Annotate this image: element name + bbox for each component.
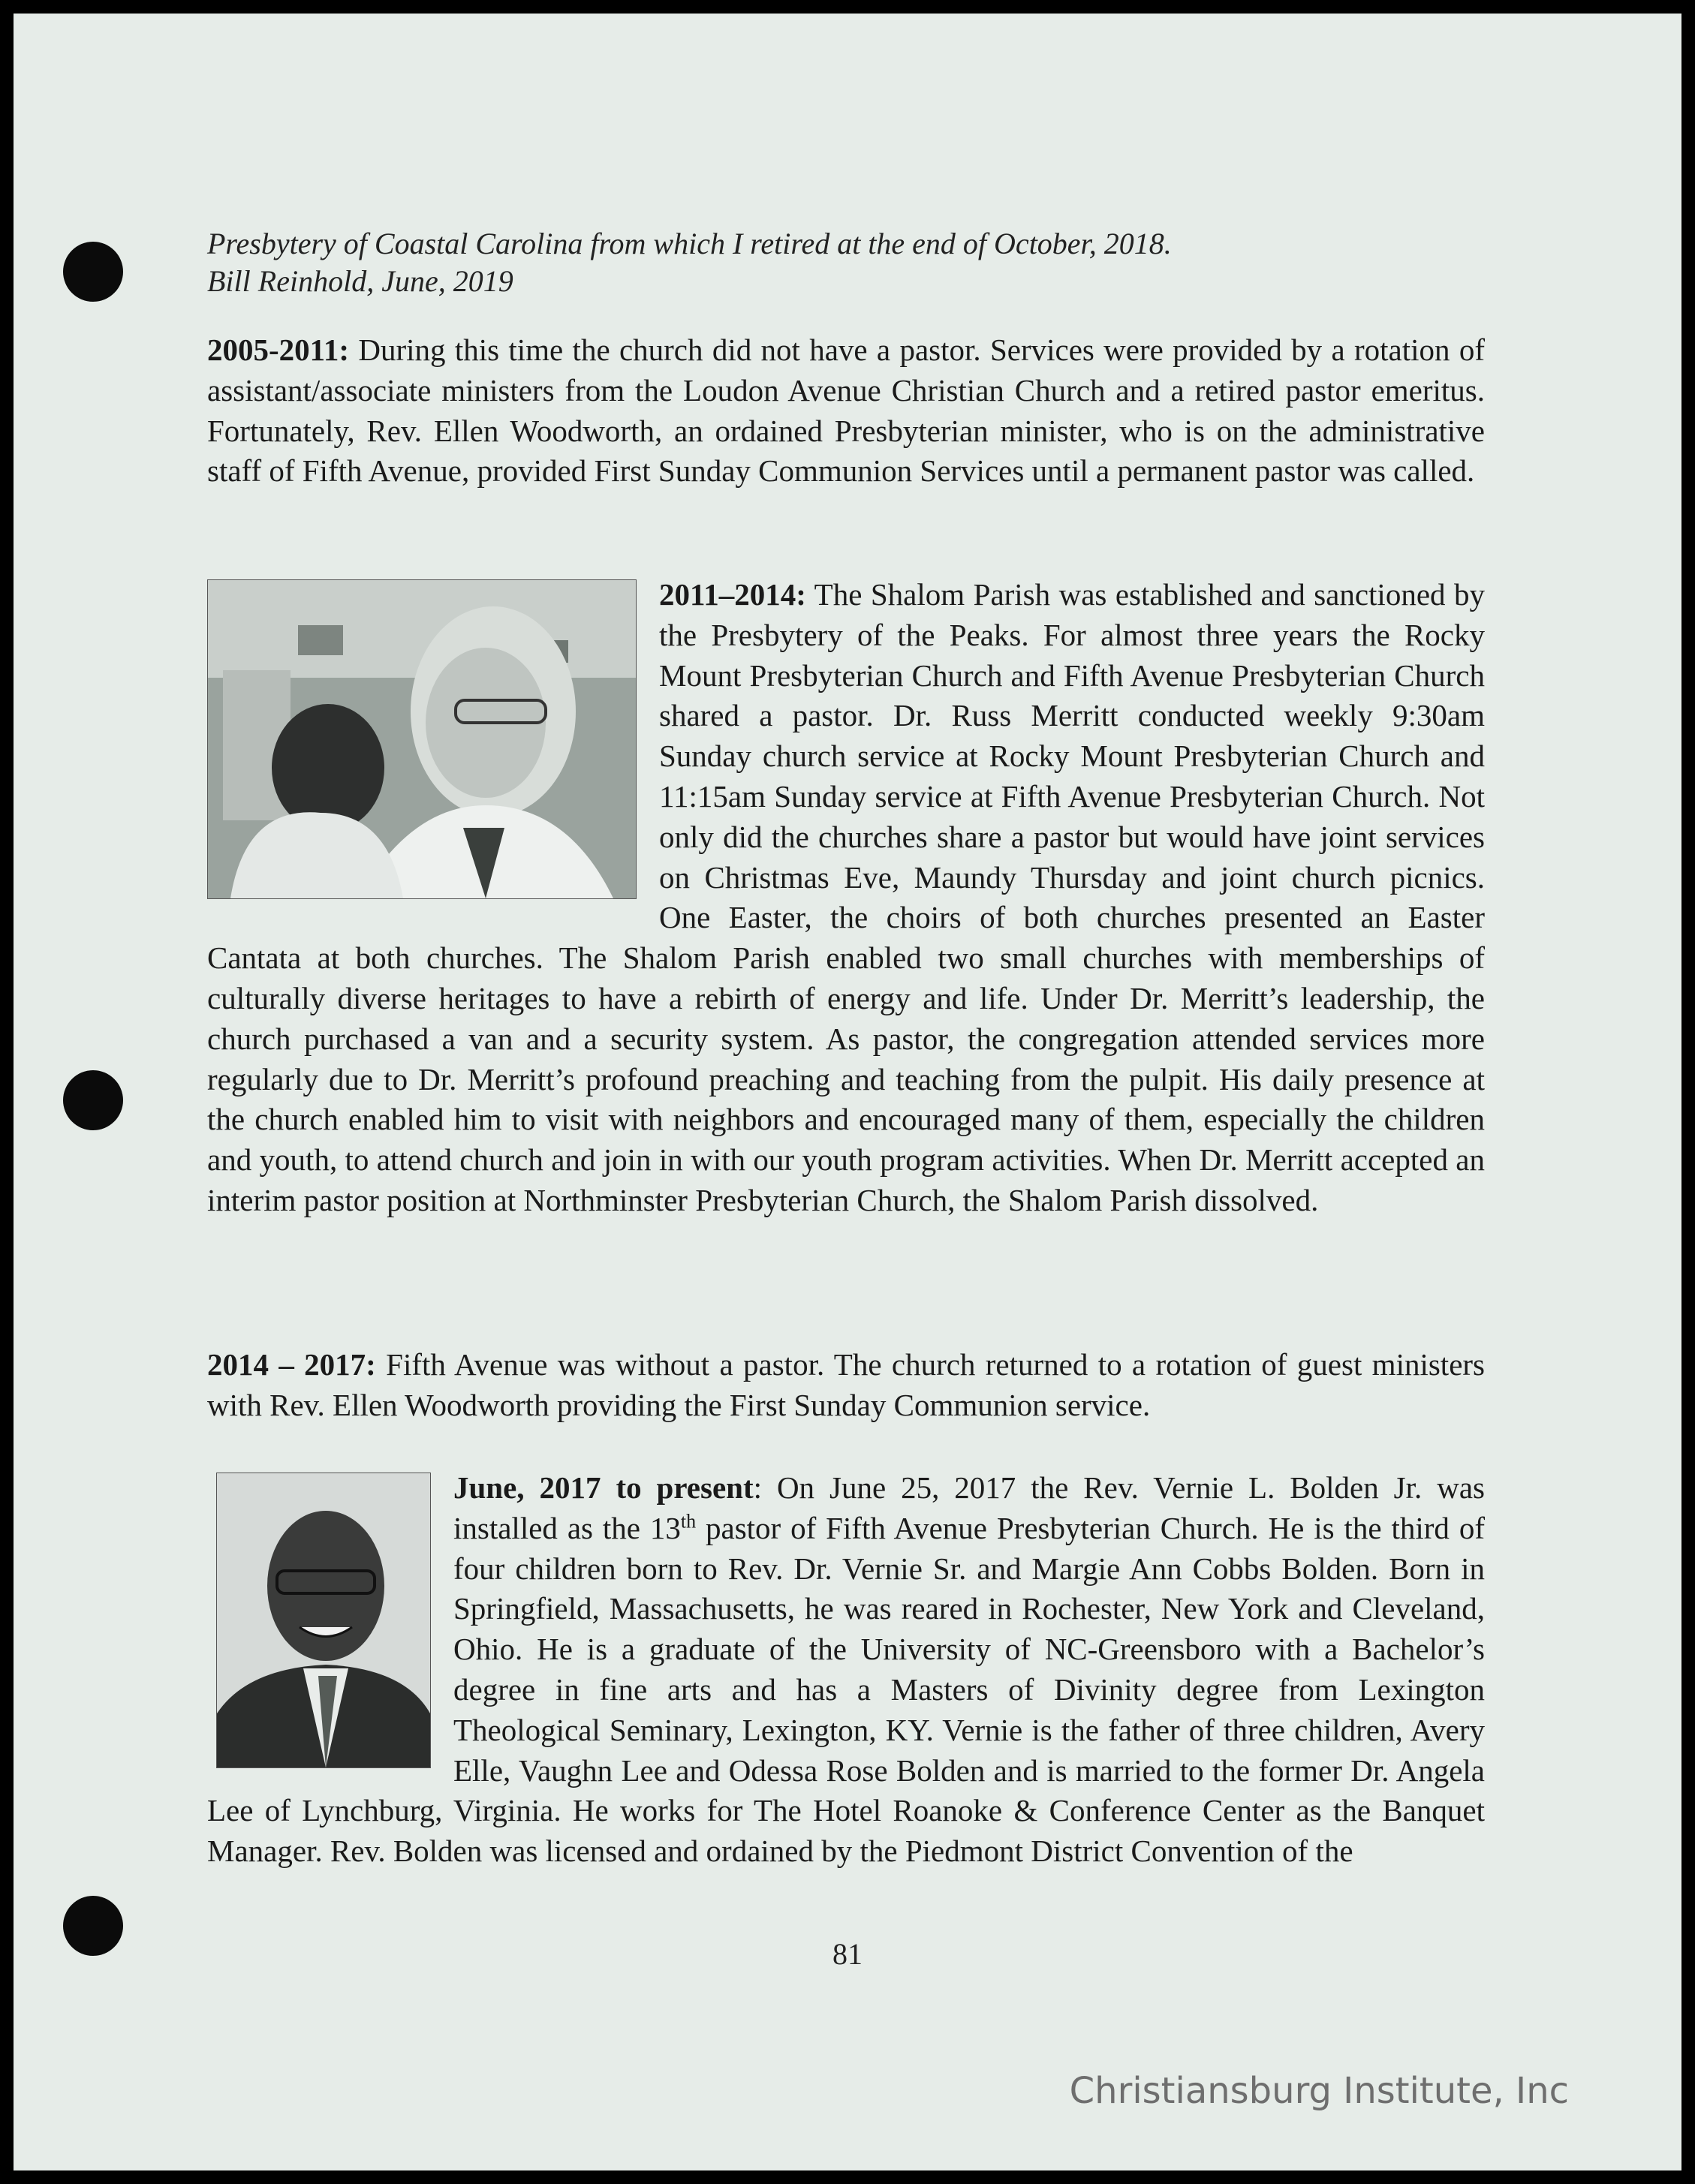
section-heading: 2014 – 2017: (207, 1347, 376, 1382)
section-text-part-2: pastor of Fifth Avenue Presbyterian Church. He is the third of four children born to Rev. Dr. Vernie Sr. and Margie Ann Cobbs Bolden. Born in Springfield, Massachusetts, he was reared in Rochester, New York and Cleveland, Ohio. He is a graduate of the University of NC-Greensboro with a Bachelor’s degree in fine arts and has a Masters of Divinity degree from Lexington Theological Seminary, Lexington, KY. Vernie is the father of three children, Avery Elle, Vaughn Lee and Odessa Rose Bolden and is married to the former Dr. Angela Lee of Lynchburg, Virginia. He works for The Hotel Roanoke & Conference Center as the Banquet Manager. Rev. Bolden was licensed and ordained by the Piedmont District Convention of the (207, 1510, 1485, 1869)
section-text: During this time the church did not have a pastor. Services were provided by a rotation of assistant/associate ministers from the Loudon Avenue Christian Church and a retired pastor emeritus. Fortunately, Rev. Ellen Woodworth, an ordained Presbyterian minister, who is on the administrative staff of Fifth Avenue, provided First Sunday Communion Services until a permanent pastor was called. (207, 332, 1485, 489)
section-text: Fifth Avenue was without a pastor. The church returned to a rotation of guest ministers with Rev. Ellen Woodworth providing the First Sunday Communion service. (207, 1347, 1486, 1422)
section-2014-2017 (207, 1345, 1485, 1426)
superscript: th (680, 1510, 697, 1533)
section-heading: 2005-2011: (207, 332, 350, 367)
binder-hole-top (63, 242, 123, 302)
photo-pastor-with-child (207, 579, 637, 899)
section-heading: June, 2017 to present (453, 1470, 754, 1505)
page-number: 81 (832, 1937, 863, 1971)
intro-line-1: Presbytery of Coastal Carolina from which I retired at the end of October, 2018. (207, 227, 1172, 260)
intro-signature: Bill Reinhold, June, 2019 (207, 264, 513, 298)
intro-note (207, 225, 1485, 300)
watermark: Christiansburg Institute, Inc (1069, 2070, 1569, 2112)
photo-rev-vernie-bolden (216, 1473, 431, 1768)
section-text: The Shalom Parish was established and sanctioned by the Presbytery of the Peaks. For almost three years the Rocky Mount Presbyterian Church and Fifth Avenue Presbyterian Church shared a pastor. Dr. Russ Merritt conducted weekly 9:30am Sunday church service at Rocky Mount Presbyterian Church and 11:15am Sunday service at Fifth Avenue Presbyterian Church. Not only did the churches share a pastor but would have joint services on Christmas Eve, Maundy Thursday and joint church picnics. One Easter, the choirs of both churches presented an Easter Cantata at both churches. The Shalom Parish enabled two small churches with memberships of culturally diverse heritages to have a rebirth of energy and life. Under Dr. Merritt’s leadership, the church purchased a van and a security system. As pastor, the congregation attended services more regularly due to Dr. Merritt’s profound preaching and teaching from the pulpit. His daily presence at the church enabled him to visit with neighbors and encouraged many of them, especially the children and youth, to attend church and join in with our youth program activities. When Dr. Merritt accepted an interim pastor position at Northminster Presbyterian Church, the Shalom Parish dissolved. (207, 577, 1485, 1217)
section-2011-2014 (207, 575, 1485, 1221)
page (14, 14, 1681, 2170)
section-2005-2011 (207, 330, 1485, 492)
section-2017-present (207, 1468, 1485, 1872)
section-text-part-1: : On June 25, 2017 the Rev. Vernie L. Bolden Jr. was installed as the 13 (453, 1470, 1485, 1545)
binder-hole-middle (63, 1070, 123, 1130)
section-heading: 2011–2014: (659, 577, 806, 612)
